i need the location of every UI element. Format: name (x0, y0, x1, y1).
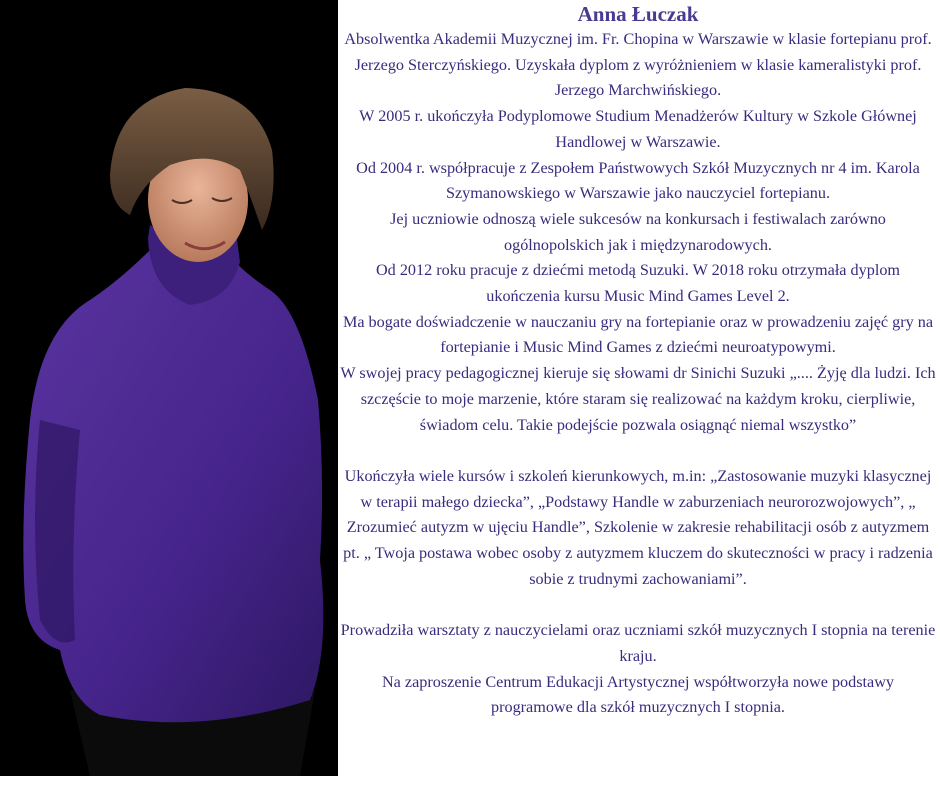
bio-paragraph-education: Absolwentka Akademii Muzycznej im. Fr. Chopina w Warszawie w klasie fortepianu prof. Jerzego Sterczyńskiego. Uzyskała dyplom z wyróżnieniem w klasie kameralistyki prof. Jerzego Marchwińskiego. (344, 30, 932, 100)
bio-paragraph-students: Jej uczniowie odnoszą wiele sukcesów na konkursach i festiwalach zarówno ogólnopolskich jak i międzynarodowych. (390, 209, 886, 254)
portrait-illustration (0, 0, 338, 776)
bio-paragraph-postgraduate: W 2005 r. ukończyła Podyplomowe Studium Menadżerów Kultury w Szkole Głównej Handlowej w Warszawie. (359, 107, 917, 151)
spacer (340, 592, 936, 618)
bio-paragraph-suzuki: Od 2012 roku pracuje z dziećmi metodą Suzuki. W 2018 roku otrzymała dyplom ukończenia kursu Music Mind Games Level 2. (375, 261, 901, 306)
bio-paragraph-curriculum: Na zaproszenie Centrum Edukacji Artystycznej współtworzyła nowe podstawy programowe dla szkół muzycznych I stopnia. (381, 672, 894, 717)
biography-panel (340, 0, 936, 721)
portrait-photo (0, 0, 338, 776)
bio-paragraph-experience: Ma bogate doświadczenie w nauczaniu gry na fortepianie oraz w prowadzeniu zajęć gry na fortepianie i Music Mind Games z dziećmi neuroatypowymi. (342, 312, 934, 357)
bio-paragraph-quote: W swojej pracy pedagogicznej kieruje się słowami dr Sinichi Suzuki „.... Żyję dla ludzi. Ich szczęście to moje marzenie, które staram się realizować na każdym kroku, cierpliwie, świadom celu. Takie podejście pozwala osiągnąć niemal wszystko” (340, 364, 936, 434)
bio-paragraph-courses: Ukończyła wiele kursów i szkoleń kierunkowych, m.in: „Zastosowanie muzyki klasycznej w terapii małego dziecka”, „Podstawy Handle w zaburzeniach neurorozwojowych”, „ Zrozumieć autyzm w ujęciu Handle”, Szkolenie w zakresie rehabilitacji osób z autyzmem pt. „ Twoja postawa wobec osoby z autyzmem kluczem do skuteczności w pracy i radzenia sobie z trudnymi zachowaniami”. (343, 466, 933, 588)
spacer (340, 438, 936, 464)
bio-paragraph-workshops: Prowadziła warsztaty z nauczycielami oraz uczniami szkół muzycznych I stopnia na terenie kraju. (340, 621, 936, 665)
bio-paragraph-school-work: Od 2004 r. współpracuje z Zespołem Państwowych Szkół Muzycznych nr 4 im. Karola Szymanowskiego w Warszawie jako nauczyciel fortepianu. (356, 158, 920, 203)
person-name: Anna Łuczak (577, 2, 699, 26)
